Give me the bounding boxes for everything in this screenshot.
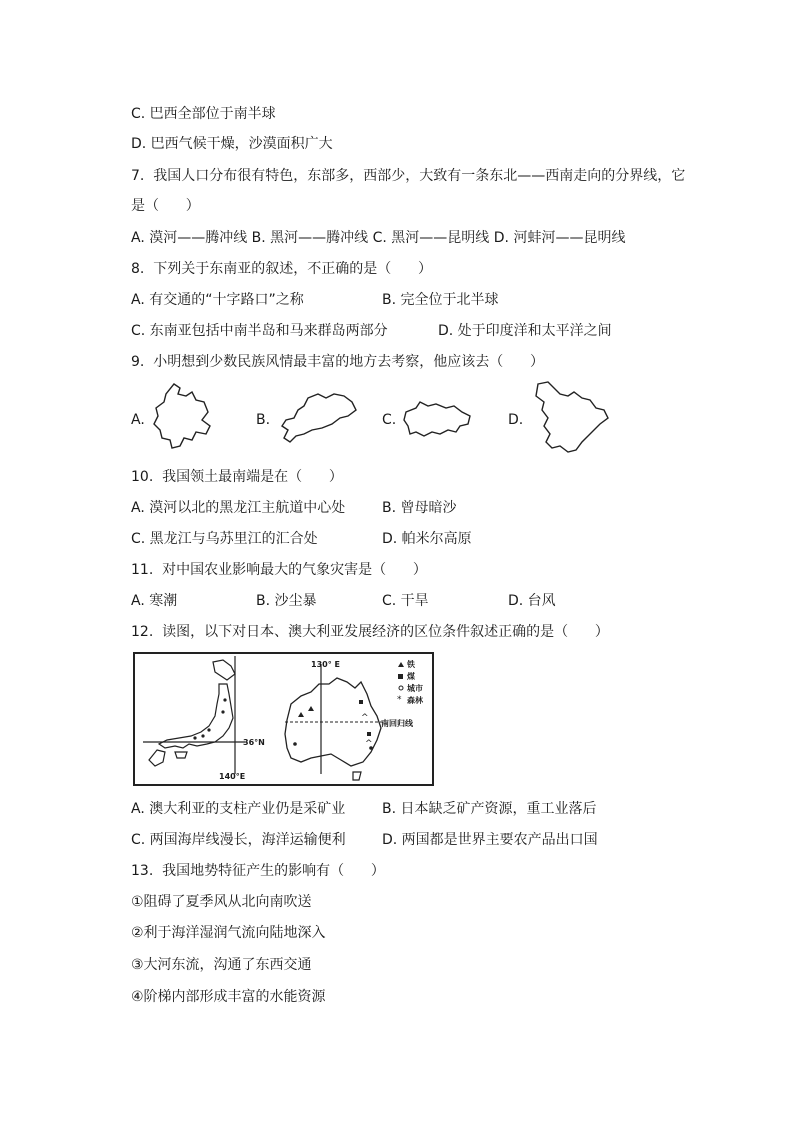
q11-option-c: C. 干旱: [382, 593, 429, 609]
q10-option-c: C. 黑龙江与乌苏里江的汇合处: [131, 531, 318, 547]
question-9: 9. 小明想到少数民族风情最丰富的地方去考察，他应该去（ ）: [131, 354, 544, 370]
guangdong-outline-icon: [278, 390, 358, 446]
q12-option-b: B. 日本缺乏矿产资源，重工业落后: [382, 801, 597, 817]
question-12: 12. 读图，以下对日本、澳大利亚发展经济的区位条件叙述正确的是（ ）: [131, 624, 609, 640]
q8-option-a: A. 有交通的“十字路口”之称: [131, 292, 304, 308]
q8-option-b: B. 完全位于北半球: [382, 292, 499, 308]
legend-forest: 森林: [407, 696, 423, 705]
yunnan-outline-icon: [152, 382, 214, 454]
question-7: 7. 我国人口分布很有特色，东部多，西部少，大致有一条东北——西南走向的分界线，它: [131, 168, 686, 184]
q9-option-a: A.: [131, 412, 145, 428]
japan-australia-map: [133, 652, 434, 786]
q9-option-d: D.: [508, 412, 524, 428]
option-c-brazil: C. 巴西全部位于南半球: [131, 106, 276, 122]
q11-option-a: A. 寒潮: [131, 593, 178, 609]
q11-option-b: B. 沙尘暴: [256, 593, 317, 609]
svg-text:^: ^: [361, 713, 369, 723]
q13-item-3: ③大河东流，沟通了东西交通: [131, 957, 312, 973]
question-7-options: A. 漠河——腾冲线 B. 黑河——腾冲线 C. 黑河——昆明线 D. 河蚌河——昆明线: [131, 230, 626, 246]
longitude-label-australia: 130° E: [311, 660, 340, 669]
q10-option-b: B. 曾母暗沙: [382, 500, 457, 516]
q12-option-d: D. 两国都是世界主要农产品出口国: [382, 832, 598, 848]
question-10: 10. 我国领土最南端是在（ ）: [131, 469, 343, 485]
q13-item-4: ④阶梯内部形成丰富的水能资源: [131, 989, 326, 1005]
tropic-label: 南回归线: [381, 719, 413, 728]
latitude-label-japan: 36°N: [243, 738, 265, 747]
heilongjiang-outline-icon: [530, 380, 610, 456]
legend-iron: 铁: [407, 660, 415, 669]
question-13: 13. 我国地势特征产生的影响有（ ）: [131, 863, 385, 879]
legend-city: 城市: [407, 684, 423, 693]
question-7-cont: 是（ ）: [131, 198, 200, 214]
question-11: 11. 对中国农业影响最大的气象灾害是（ ）: [131, 562, 427, 578]
q12-option-a: A. 澳大利亚的支柱产业仍是采矿业: [131, 801, 346, 817]
q12-option-c: C. 两国海岸线漫长，海洋运输便利: [131, 832, 346, 848]
q13-item-1: ①阻碍了夏季风从北向南吹送: [131, 894, 312, 910]
q13-item-2: ②利于海洋湿润气流向陆地深入: [131, 925, 326, 941]
question-8: 8. 下列关于东南亚的叙述，不正确的是（ ）: [131, 261, 432, 277]
q10-option-a: A. 漠河以北的黑龙江主航道中心处: [131, 500, 346, 516]
q11-option-d: D. 台风: [508, 593, 556, 609]
q9-option-b: B.: [256, 412, 271, 428]
q8-option-d: D. 处于印度洋和太平洋之间: [438, 323, 612, 339]
longitude-label-japan: 140°E: [219, 772, 246, 781]
legend-coal: 煤: [407, 672, 415, 681]
svg-text:*: *: [397, 695, 402, 705]
sichuan-outline-icon: [402, 398, 474, 440]
q8-option-c: C. 东南亚包括中南半岛和马来群岛两部分: [131, 323, 388, 339]
svg-text:^: ^: [365, 739, 373, 749]
option-d-brazil: D. 巴西气候干燥，沙漠面积广大: [131, 136, 333, 152]
q10-option-d: D. 帕米尔高原: [382, 531, 472, 547]
q9-option-c: C.: [382, 412, 397, 428]
